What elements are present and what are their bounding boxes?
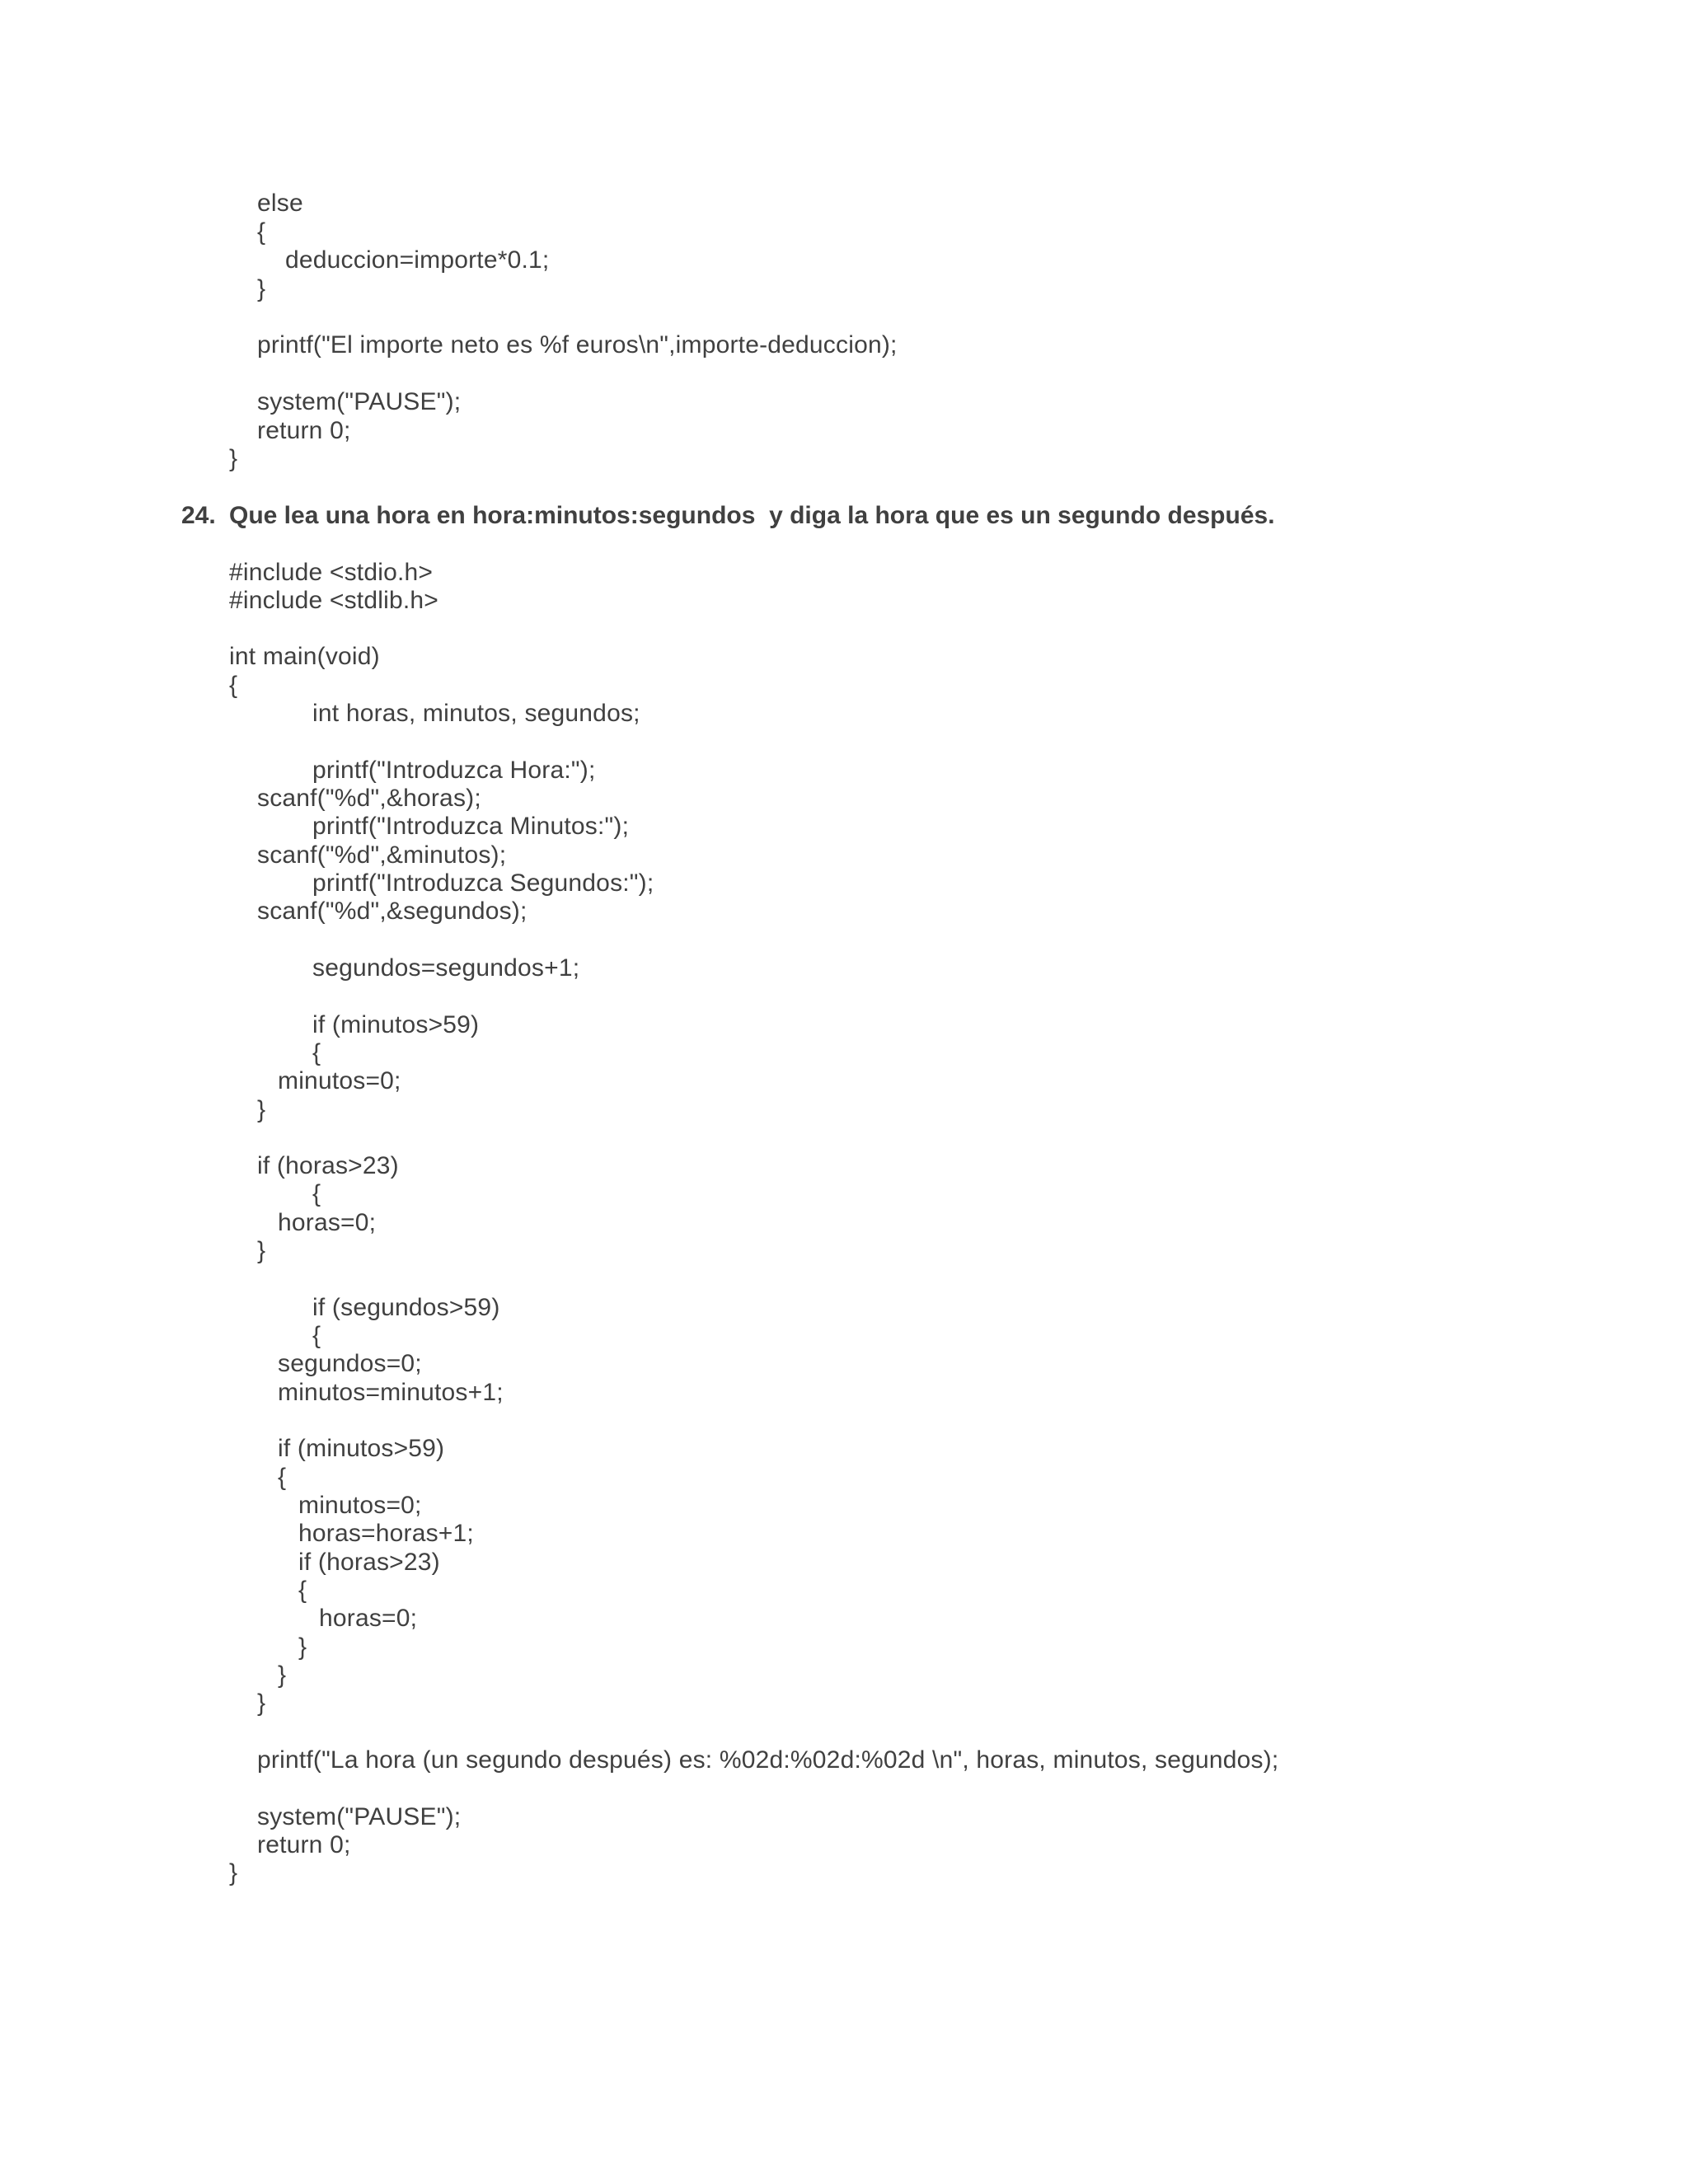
code-line: horas=0; (319, 1605, 418, 1632)
code-line: } (257, 1096, 266, 1123)
code-line: } (229, 1859, 238, 1886)
code-line: if (minutos>59) (278, 1435, 445, 1462)
code-line: if (horas>23) (257, 1152, 399, 1179)
code-line: { (312, 1039, 321, 1066)
code-line: scanf("%d",&segundos); (257, 898, 528, 925)
code-line: scanf("%d",&horas); (257, 785, 481, 812)
code-line: horas=horas+1; (298, 1520, 474, 1547)
code-line: { (229, 672, 238, 699)
code-line: deduccion=importe*0.1; (285, 246, 550, 274)
code-line: printf("El importe neto es %f euros\n",importe-deduccion); (257, 331, 898, 359)
code-line: printf("Introduzca Hora:"); (312, 757, 596, 784)
code-line: } (257, 275, 266, 302)
code-line: system("PAUSE"); (257, 1803, 462, 1830)
code-line: printf("Introduzca Minutos:"); (312, 813, 630, 840)
code-line: { (312, 1180, 321, 1207)
code-line: if (segundos>59) (312, 1294, 500, 1321)
code-line: printf("La hora (un segundo después) es: %02d:%02d:%02d \n", horas, minutos, segundos); (257, 1746, 1279, 1774)
code-line: } (298, 1633, 307, 1661)
code-line: minutos=0; (298, 1492, 422, 1519)
code-line: minutos=minutos+1; (278, 1379, 504, 1406)
code-line: return 0; (257, 1831, 351, 1858)
exercise-title: Que lea una hora en hora:minutos:segundos y diga la hora que es un segundo después. (229, 502, 1275, 529)
code-line: int horas, minutos, segundos; (312, 700, 640, 727)
code-line: } (278, 1661, 287, 1689)
code-line: else (257, 190, 303, 217)
code-line: return 0; (257, 417, 351, 444)
code-line: { (278, 1464, 287, 1491)
code-line: { (298, 1577, 307, 1604)
code-line: minutos=0; (278, 1067, 401, 1094)
code-line: } (257, 1237, 266, 1264)
code-line: scanf("%d",&minutos); (257, 841, 507, 869)
code-line: int main(void) (229, 643, 380, 670)
code-line: printf("Introduzca Segundos:"); (312, 869, 654, 897)
code-line: #include <stdio.h> (229, 559, 434, 586)
code-line: #include <stdlib.h> (229, 587, 438, 614)
code-line: } (257, 1690, 266, 1717)
code-line: system("PAUSE"); (257, 388, 462, 415)
code-line: segundos=0; (278, 1350, 422, 1377)
code-line: { (312, 1322, 321, 1349)
code-line: if (minutos>59) (312, 1011, 480, 1038)
code-line: segundos=segundos+1; (312, 954, 580, 982)
exercise-number: 24. (181, 502, 216, 529)
code-line: } (229, 445, 238, 472)
code-line: horas=0; (278, 1209, 377, 1236)
code-line: { (257, 218, 266, 246)
code-line: if (horas>23) (298, 1549, 440, 1576)
